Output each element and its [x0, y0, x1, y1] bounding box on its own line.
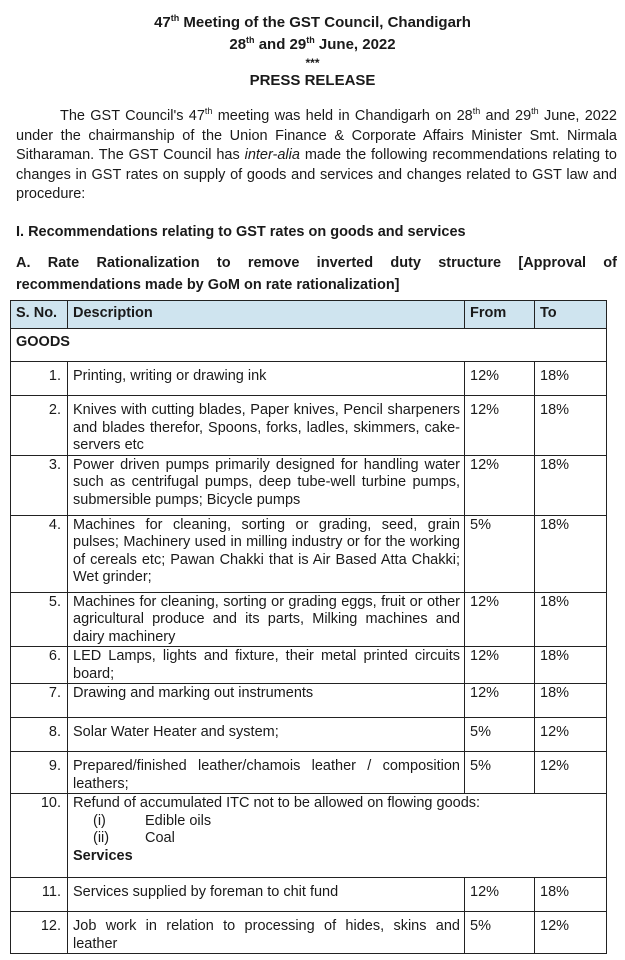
- row-to: 18%: [535, 878, 607, 912]
- row-sno: 11.: [11, 878, 68, 912]
- row-description: Prepared/finished leather/chamois leather / composition leathers;: [68, 752, 465, 794]
- row-sno: 12.: [11, 912, 68, 954]
- row-sno: 5.: [11, 592, 68, 647]
- row-sno: 2.: [11, 396, 68, 456]
- row-to: 18%: [535, 684, 607, 718]
- row-sno: 9.: [11, 752, 68, 794]
- row-description: Solar Water Heater and system;: [68, 718, 465, 752]
- table-row: [11, 455, 607, 515]
- row-description: LED Lamps, lights and fixture, their metal printed circuits board;: [68, 647, 465, 684]
- section-heading-a: A. Rate Rationalization to remove inverted duty structure [Approval of: [16, 255, 617, 271]
- header-description: Description: [68, 301, 465, 329]
- list-item: (i) Edible oils: [93, 812, 212, 829]
- row-to: 18%: [535, 515, 607, 592]
- press-release-heading: PRESS RELEASE: [249, 72, 376, 89]
- row-description: Knives with cutting blades, Paper knives, Pencil sharpeners and blades therefor, Spoons, forks, ladles, skimmers, cake-servers etc: [68, 396, 465, 456]
- row-to: 18%: [535, 647, 607, 684]
- row-to: 18%: [535, 592, 607, 647]
- row-from: 12%: [465, 455, 535, 515]
- table-row: [11, 647, 607, 684]
- row-sno: 4.: [11, 515, 68, 592]
- row-from: 12%: [465, 396, 535, 456]
- table-row: [11, 396, 607, 456]
- table-header-row: [11, 301, 607, 329]
- row-description: [68, 794, 607, 878]
- row-to: 18%: [535, 455, 607, 515]
- rates-table: [10, 300, 607, 954]
- section-heading-a-cont: recommendations made by GoM on rate rationalization]: [16, 277, 400, 293]
- row-description: Job work in relation to processing of hides, skins and leather: [68, 912, 465, 954]
- row-to: 12%: [535, 718, 607, 752]
- list-item: (ii) Coal: [93, 830, 175, 846]
- table-row: [11, 718, 607, 752]
- table-row: [11, 912, 607, 954]
- table-row: [11, 794, 607, 878]
- row-from: 12%: [465, 362, 535, 396]
- row-description: Machines for cleaning, sorting or grading eggs, fruit or other agricultural produce and its parts, Milking machines and dairy machinery: [68, 592, 465, 647]
- section-heading-1: I. Recommendations relating to GST rates on goods and services: [16, 224, 466, 240]
- header-sno: S. No.: [11, 301, 68, 329]
- row-sno: 10.: [11, 794, 68, 878]
- row-sno: 7.: [11, 684, 68, 718]
- row-description: Drawing and marking out instruments: [68, 684, 465, 718]
- header-to: To: [535, 301, 607, 329]
- row-sno: 3.: [11, 455, 68, 515]
- goods-label: GOODS: [11, 329, 607, 362]
- table-row: [11, 515, 607, 592]
- row-from: 5%: [465, 515, 535, 592]
- meeting-title: 47th Meeting of the GST Council, Chandigarh: [154, 13, 471, 31]
- row-to: 18%: [535, 396, 607, 456]
- row-description: Power driven pumps primarily designed for handling water such as centrifugal pumps, deep tube-well turbine pumps, submersible pumps; Bicycle pumps: [68, 455, 465, 515]
- goods-label-row: [11, 329, 607, 362]
- table-row: [11, 592, 607, 647]
- row-from: 12%: [465, 647, 535, 684]
- row-from: 12%: [465, 592, 535, 647]
- row-sno: 6.: [11, 647, 68, 684]
- row-description: Machines for cleaning, sorting or grading, seed, grain pulses; Machinery used in milling industry or for the working of cereals etc; Pawan Chakki that is Air Based Atta Chakki; Wet grinder;: [68, 515, 465, 592]
- row-to: 12%: [535, 752, 607, 794]
- row-sno: 8.: [11, 718, 68, 752]
- row-from: 5%: [465, 718, 535, 752]
- table-row: [11, 362, 607, 396]
- services-label: Services: [73, 847, 133, 864]
- refund-note: Refund of accumulated ITC not to be allowed on flowing goods:: [73, 795, 481, 811]
- row-from: 5%: [465, 912, 535, 954]
- row-from: 12%: [465, 684, 535, 718]
- row-from: 5%: [465, 752, 535, 794]
- separator-stars: ***: [305, 56, 320, 70]
- row-description: Printing, writing or drawing ink: [68, 362, 465, 396]
- meeting-dates: 28th and 29th June, 2022: [229, 35, 396, 53]
- row-to: 18%: [535, 362, 607, 396]
- row-description: Services supplied by foreman to chit fund: [68, 878, 465, 912]
- row-sno: 1.: [11, 362, 68, 396]
- table-row: [11, 684, 607, 718]
- table-row: [11, 752, 607, 794]
- row-from: 12%: [465, 878, 535, 912]
- row-to: 12%: [535, 912, 607, 954]
- intro-paragraph: The GST Council's 47th meeting was held in Chandigarh on 28th and 29th June, 2022 under the chairmanship of the Union Finance & Corporate Affairs Minister Smt. Nirmala Sitharaman. The GST Council has inter-alia made the following recommendations relating to changes in GST rates on supply of goods and services and changes related to GST law and procedure:: [16, 106, 617, 203]
- table-row: [11, 878, 607, 912]
- header-from: From: [465, 301, 535, 329]
